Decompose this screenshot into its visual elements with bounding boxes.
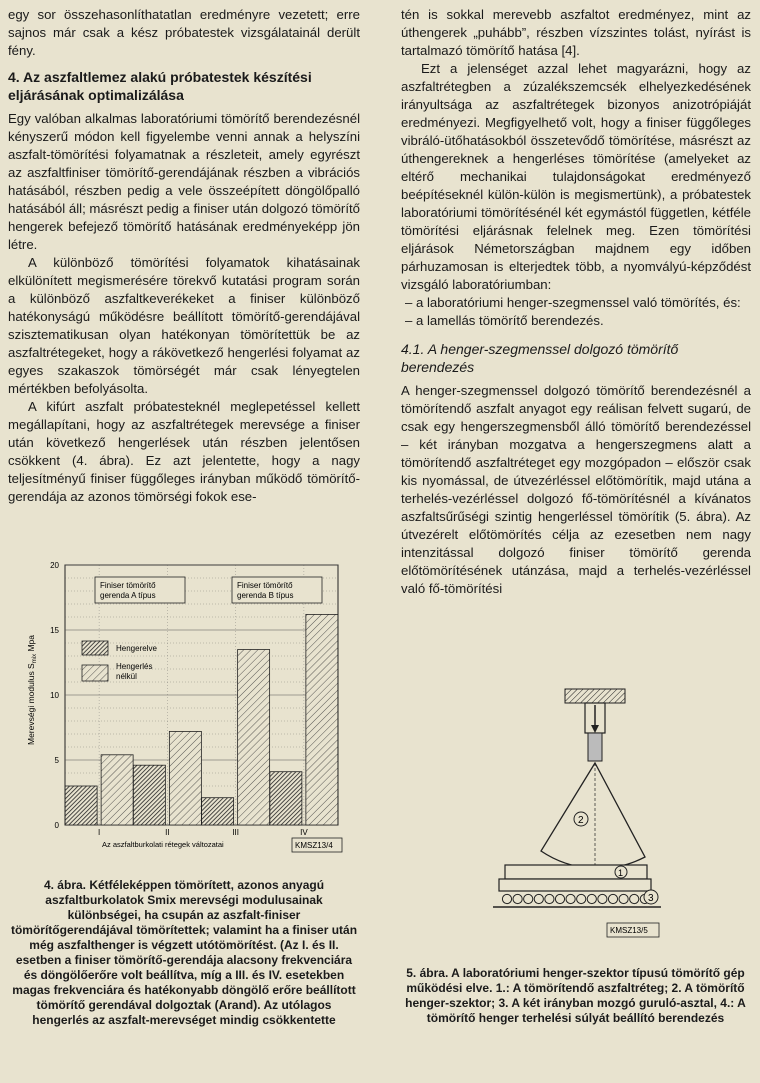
wheel [502, 894, 511, 903]
group-a-label: Finiser tömörítő gerenda A típus [100, 581, 156, 600]
label-2: 2 [578, 815, 584, 826]
bar-unrolled-I [101, 755, 133, 825]
section-heading: 4. Az aszfaltlemez alakú próbatestek készítési eljárásának optimalizálása [8, 69, 312, 103]
y-tick-label: 15 [50, 626, 59, 635]
figure-5-diagram [485, 685, 675, 945]
bullet-item: – a lamellás tömörítő berendezés. [405, 313, 604, 328]
figure-4-chart [20, 555, 350, 860]
y-tick-label: 10 [50, 691, 59, 700]
left-column [8, 6, 360, 506]
wheel [619, 894, 628, 903]
bar-rolled-III [202, 798, 234, 825]
paragraph: egy sor összehasonlíthatatlan eredményre vezetett; erre sajnos már csak a kész próbatestek vizsgálatainál derült fény. [8, 7, 360, 58]
load-arrow-head [591, 725, 599, 733]
legend-swatch-rolled [82, 641, 108, 655]
paragraph: A különböző tömörítési folyamatok kihatásainak elkülönített megismerésére törekvő kutatási program során a különböző aszfaltkeverékeket a finiser különböző hatékonyságú működésre beállított tömörítő-gerendájával szisztematikusan olyan hatékonyan tömörítettük be az aszfaltrétegeket, hogy a rákövetkező hengerlési folyamat az egyes szakaszok tömörségét már csak lényegtelen mértékben befolyásolta. [8, 255, 360, 396]
load-block [588, 733, 602, 761]
y-tick-label: 0 [54, 821, 59, 830]
y-tick-label: 20 [50, 561, 59, 570]
bar-unrolled-IV [306, 614, 338, 825]
subsection-heading: 4.1. A henger-szegmenssel dolgozó tömörítő berendezés [401, 341, 679, 375]
wheel [608, 894, 617, 903]
bar-rolled-IV [270, 772, 302, 825]
paragraph: tén is sokkal merevebb aszfaltot eredményez, mint az úthengerek „puhább”, részben vízszintes tolást, nyírást is tartalmazó tömörítő hatása [4]. [401, 7, 751, 58]
bar-rolled-I [65, 786, 97, 825]
load-plate [565, 689, 625, 703]
y-axis-label: Merevségi modulus $S_{mix}$ Mpa [26, 635, 38, 745]
wheel [577, 894, 586, 903]
wheel [513, 894, 522, 903]
x-tick-label: I [98, 828, 101, 837]
bar-unrolled-III [238, 650, 270, 826]
wheel [630, 894, 639, 903]
paragraph: A kifúrt aszfalt próbatesteknél meglepetéssel kellett megállapítani, hogy az aszfaltrétegek merevsége a finiser után következő hengerlések után részben jelentősen csökkent (4. ábra). Ez azt jelentette, hogy a nagy teljesítményű finiser függőleges irányban működő tömörítő-gerendája az azonos tömörségi fokok ese- [8, 399, 360, 504]
wheel [587, 894, 596, 903]
bar-rolled-II [133, 765, 165, 825]
x-tick-label: III [232, 828, 239, 837]
wheel [545, 894, 554, 903]
right-column [401, 6, 751, 598]
legend-label-rolled: Hengerelve [116, 644, 157, 653]
group-b-label: Finiser tömörítő gerenda B típus [237, 581, 294, 600]
figure-5-caption: 5. ábra. A laboratóriumi henger-szektor típusú tömörítő gép működési elve. 1.: A tömörítendő aszfaltréteg; 2. A tömörítő henger-szektor; 3. A két irányban mozgó guruló-asztal, 4.: A tömörítő henger terhelési súlyát beállító berendezés [405, 966, 746, 1025]
legend-swatch-unrolled [82, 665, 108, 681]
wheel [598, 894, 607, 903]
wheel [524, 894, 533, 903]
x-tick-label: II [165, 828, 170, 837]
rolling-table [499, 879, 651, 891]
paragraph: Ezt a jelenséget azzal lehet magyarázni, hogy az aszfaltrétegben a zúzalékszemcsék elhelyezkedésének irányultsága az aszfaltrétegek bizonyos anizotrópiáját eredményezi. Megfigyelhető volt, hogy a finiser függőleges vibráló-ütőhatásokból összetevődő tömörítése, másrészt az úthengereknek a hengerléses tömörítése (amelyeket az eltérő mechanikai tulajdonságokat eredményező beépítéseknél külön-külön is megismertünk), a próbatestek laboratóriumi tömörítésénél két egymástól független, kétféle tömörítési eljárásnak felelnek meg. Ezen tömörítési eljárások Németországban majdnem egy időben párhuzamosan is elterjedtek több, a nyomvályú-képződést vizsgáló laboratóriumban: [401, 61, 751, 292]
bar-unrolled-II [169, 731, 201, 825]
legend-label-unrolled: Hengerlés nélkül [116, 662, 153, 681]
y-tick-label: 5 [54, 756, 59, 765]
x-axis-label: Az aszfaltburkolati rétegek változatai [102, 840, 224, 849]
figure-code: KMSZ13/5 [610, 926, 648, 935]
label-1: 1 [618, 868, 624, 878]
paragraph: A henger-szegmenssel dolgozó tömörítő berendezésnél a tömörítendő aszfalt anyagot egy reálisan felvett sugarú, de csak egy hengerszegmensből álló tömörítő berendezéssel – két irányban mozgatva a hengerszegmens alatt a tömörítendő aszfaltréteget egy mozgópadon – először csak kis nyomással, de útvezérléssel előtömörítik, majd utána a terhelés-vezérléssel dolgozó fő-tömörítésnél a kívánatos aszfaltsűrűségi szintig hengerléssel tömörítik (5. ábra). Az útvezérelt előtömörítés célja az ezesetben nem nagy intenzitással dolgozó finiser tömörítő gerenda előtömörítésének utánzása, majd a terhelés-vezérléssel való fő-tömörítési [401, 383, 751, 596]
roller-sector [541, 763, 645, 868]
figure-4-caption: 4. ábra. Kétféleképpen tömörített, azonos anyagú aszfaltburkolatok Smix merevségi modulusainak különbségei, ha csupán az aszfalt-finiser tömörítőgerendájával tömörítettek; valamint ha a finiser után még aszfalthenger is végzett utótömörítést. (Az I. és II. esetben a finiser tömörítő-gerendája alacsony frekvenciára és döngölőerőre volt beállítva, míg a III. és IV. esetekben magas frekvenciára és hatékonyabb döngölő erőre beállított tömörítő gerendával dolgoztak (Arand). Az utólagos hengerlés az aszfalt-merevséget mindig csökkentette [10, 878, 358, 1027]
paragraph: Egy valóban alkalmas laboratóriumi tömörítő berendezésnél kényszerű módon kell figyelembe venni annak a helyszíni aszfalt-tömörítési folyamatnak a részleteit, amely egyrészt az aszfaltfiniser tömörítő-gerendájának részben a vibrációs hatásából, részben pedig a vele összeépített döngölőpalló hatásából áll; másrészt pedig a finiser után dolgozó tömörítő hengerek befejező tömörítő hatásának eredményeképp jön létre. [8, 111, 360, 252]
bullet-item: – a laboratóriumi henger-szegmenssel való tömörítés, és: [405, 295, 741, 310]
figure-code: KMSZ13/4 [295, 841, 333, 850]
label-3: 3 [648, 893, 654, 904]
wheel [534, 894, 543, 903]
table-wheels [502, 894, 649, 903]
wheel [555, 894, 564, 903]
wheel [566, 894, 575, 903]
x-tick-label: IV [300, 828, 308, 837]
